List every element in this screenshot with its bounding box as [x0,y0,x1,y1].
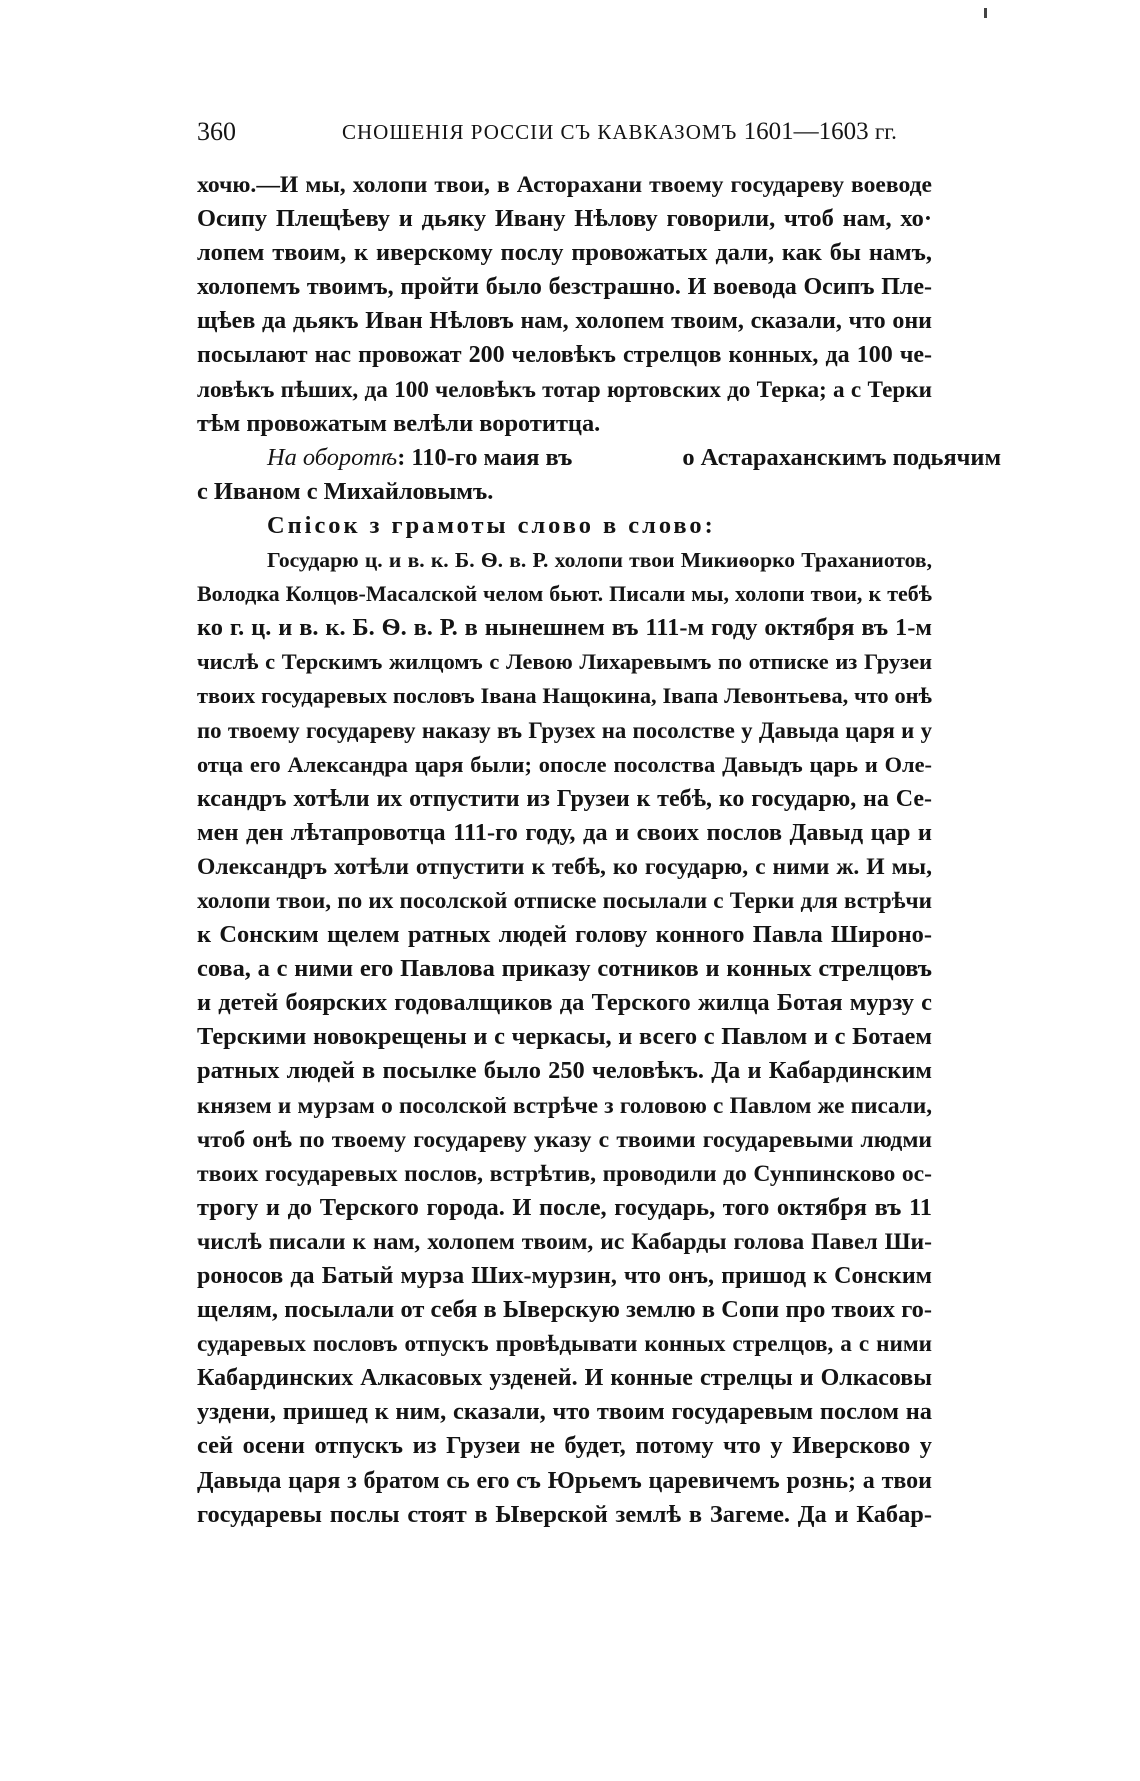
text-line: холопемъ твоимъ, пройти было безстрашно. И воевода Осипъ Пле- [197,274,932,301]
text-line: Олександръ хотѣли отпустити к тебѣ, ко государю, с ними ж. И мы, [197,853,932,880]
text-line: ловѣкъ пѣших, да 100 человѣкъ тотар юртовских до Терка; а с Терки [197,376,932,403]
running-title-gg: гг. [874,119,897,144]
text-line: ко г. ц. и в. к. Б. Ѳ. в. Р. в нынешнем въ 111-м году октября въ 1-м [197,614,932,642]
text-line: щѣев да дьякъ Иван Нѣловъ нам, холопем твоим, сказали, что они [197,308,932,335]
text-line: тѣм провожатым велѣли воротитца. [197,409,601,437]
text-line: ратных людей в посылке было 250 человѣкъ. Да и Кабардинским [197,1057,932,1085]
endorsement-text-a: : 110-го маия въ [397,443,573,471]
text-line: Осипу Плещѣеву и дьяку Ивану Нѣлову говорили, чтоб нам, хо· [197,205,932,233]
text-line: хочю.—И мы, холопи твои, в Асторахани твоему государеву воеводе [197,172,932,198]
page-header [197,112,932,152]
text-line: Терскими новокрещены и с черкасы, и всего с Павлом и с Ботаем [197,1023,932,1051]
text-line: по твоему государеву наказу въ Грузех на посолстве у Давыда царя и у [197,717,932,743]
text-line: твоих государевых послов, встрѣтив, проводили до Сунпинсково ос- [197,1160,932,1187]
body-text [197,168,1002,1532]
text-line: Володка Колцов-Масалской челом бьют. Писали мы, холопи твои, к тебѣ [197,581,932,607]
text-line: щелям, посылали от себя в Ыверскую землю в Сопи про твоих го- [197,1296,932,1324]
print-speck [984,8,987,18]
text-line: посылают нас провожат 200 человѣкъ стрелцов конных, да 100 че- [197,342,932,369]
text-line: твоих государевых пословъ Івана Нащокина, Івапа Левонтьева, что онѣ [197,683,932,709]
running-title-years: 1601—1603 [743,118,869,145]
text-line: чтоб онѣ по твоему государеву указу с твоими государевыми людми [197,1126,932,1153]
text-line: отца его Александра царя были; опосле посолства Давыдъ царь и Оле- [197,751,932,777]
text-line: сова, а с ними его Павлова приказу сотников и конных стрелцовъ [197,955,932,983]
text-line: Государю ц. и в. к. Б. Ѳ. в. Р. холопи твои Микиѳорко Траханиотов, [267,548,932,573]
text-line: числѣ с Терскимъ жилцомъ с Левою Лихаревымъ по отписке из Грузеи [197,649,932,675]
page-number: 360 [197,117,236,146]
text-line: холопи твои, по их посолской отписке посылали с Терки для встрѣчи [197,887,932,914]
text-line: к Сонским щелем ратных людей голову конного Павла Широно- [197,921,932,949]
text-line: роносов да Батый мурза Ших-мурзин, что онъ, пришод к Сонским [197,1263,932,1289]
text-line: Давыда царя з братом сь его съ Юрьемъ царевичемъ рознь; а твои [197,1467,932,1494]
running-title [342,112,897,152]
text-line: государевы послы стоят в Ыверской землѣ в Загеме. Да и Кабар- [197,1500,932,1528]
endorsement-note-line-2: с Иваном с Михайловымъ. [197,477,494,505]
endorsement-label: На оборотѣ [267,443,398,471]
running-title-text: СНОШЕНІЯ РОССІИ СЪ КАВКАЗОМЪ [342,120,738,144]
text-line: сударевых пословъ отпускъ провѣдывати конных стрелцов, а с ними [197,1331,932,1358]
text-line: уздени, пришед к ним, сказали, что твоим государевым послом на [197,1398,932,1426]
text-line: князем и мурзам о посолской встрѣче з головою с Павлом же писали, [197,1092,932,1119]
text-line: мен ден лѣтапровотца 111-го году, да и своих послов Давыд цар и [197,818,932,846]
text-line: ксандръ хотѣли их отпустити из Грузеи к тебѣ, ко государю, на Се- [197,785,932,812]
text-line: трогу и до Терского города. И после, государь, того октября въ 11 [197,1193,932,1221]
endorsement-note [197,441,1002,475]
text-line: числѣ писали к нам, холопем твоим, ис Кабарды голова Павел Ши- [197,1228,932,1255]
text-line: сей осени отпускъ из Грузеи не будет, потому что у Иверсково у [197,1432,932,1460]
text-line: лопем твоим, к иверскому послу провожатых дали, как бы намъ, [197,239,932,267]
endorsement-text-b: о Астараханскимъ подьячим [682,443,1002,471]
text-line: и детей боярских годовалщиков да Терского жилца Ботая мурзу с [197,989,932,1017]
list-heading: Спісок з грамоты слово в слово: [267,511,716,539]
text-line: Кабардинских Алкасовых узденей. И конные стрелцы и Олкасовы [197,1365,932,1392]
